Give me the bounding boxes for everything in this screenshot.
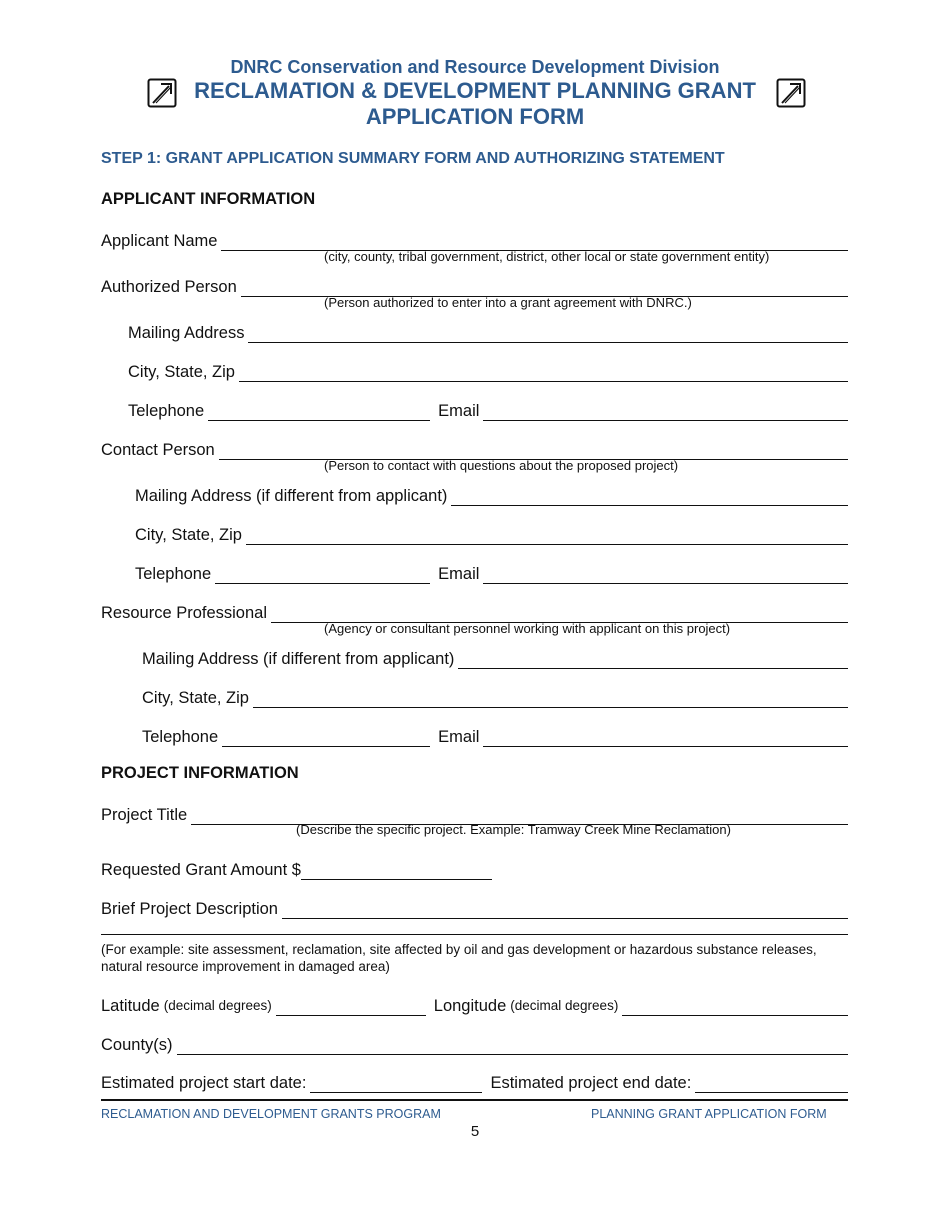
end-date-field[interactable] [695,1074,848,1093]
contact-mailing-row [135,484,848,506]
step-heading: STEP 1: GRANT APPLICATION SUMMARY FORM AND AUTHORIZING STATEMENT [101,150,725,167]
authorized-person-row [101,275,848,297]
applicant-telephone-field[interactable] [208,402,430,421]
longitude-label: Longitude [433,997,507,1015]
longitude-field[interactable] [622,997,848,1016]
page-number: 5 [470,1123,480,1140]
contact-email-label: Email [438,565,480,583]
resource-mailing-row [142,647,848,669]
resource-email-label: Email [438,728,480,746]
applicant-city-row [128,360,848,382]
contact-city-row [135,523,848,545]
contact-person-label: Contact Person [101,441,215,459]
applicant-mailing-row [128,321,848,343]
contact-mailing-field[interactable] [451,487,848,506]
resource-telephone-field[interactable] [222,728,430,747]
applicant-city-label: City, State, Zip [128,363,235,381]
applicant-telephone-label: Telephone [128,402,205,420]
resource-city-label: City, State, Zip [142,689,249,707]
form-title-line2: APPLICATION FORM [365,104,585,129]
description-second-line[interactable] [101,934,848,935]
resource-email-field[interactable] [483,728,848,747]
footer-form-name: PLANNING GRANT APPLICATION FORM [591,1107,827,1121]
applicant-contact-row [128,399,848,421]
applicant-mailing-label: Mailing Address [128,324,245,342]
contact-email-field[interactable] [483,565,848,584]
counties-label: County(s) [101,1036,173,1054]
grant-amount-label: Requested Grant Amount $ [101,861,301,879]
start-date-field[interactable] [310,1074,482,1093]
start-date-label: Estimated project start date: [101,1074,307,1092]
applicant-email-label: Email [438,402,480,420]
project-title-label: Project Title [101,806,188,824]
latitude-field[interactable] [276,997,426,1016]
applicant-name-label: Applicant Name [101,232,218,250]
contact-person-hint: (Person to contact with questions about the proposed project) [324,458,679,473]
resource-city-field[interactable] [253,689,848,708]
description-row [101,897,848,919]
resource-professional-row [101,601,848,623]
resource-professional-label: Resource Professional [101,604,267,622]
applicant-mailing-field[interactable] [248,324,848,343]
dates-row [101,1071,848,1093]
resource-mailing-field[interactable] [458,650,848,669]
applicant-city-field[interactable] [239,363,848,382]
grant-amount-field[interactable] [301,861,492,880]
resource-mailing-label: Mailing Address (if different from applicant) [142,650,455,668]
contact-telephone-field[interactable] [215,565,430,584]
grant-amount-row [101,858,492,880]
division-name: DNRC Conservation and Resource Development Division [230,57,720,77]
description-note: (For example: site assessment, reclamation, site affected by oil and gas development or hazardous substance releases, natural resource improvement in damaged area) [101,942,817,974]
applicant-name-row [101,229,848,251]
resource-phone-row [142,725,848,747]
coordinates-row [101,994,848,1016]
description-field[interactable] [282,900,848,919]
contact-person-row [101,438,848,460]
applicant-email-field[interactable] [483,402,848,421]
contact-city-field[interactable] [246,526,848,545]
project-title-hint: (Describe the specific project. Example: Tramway Creek Mine Reclamation) [296,822,731,837]
authorized-person-label: Authorized Person [101,278,237,296]
latitude-label: Latitude [101,997,160,1015]
resource-city-row [142,686,848,708]
longitude-unit: (decimal degrees) [510,998,619,1013]
footer-rule [101,1099,848,1101]
contact-phone-row [135,562,848,584]
form-title-line1: RECLAMATION & DEVELOPMENT PLANNING GRANT [194,78,756,103]
latitude-unit: (decimal degrees) [163,998,272,1013]
counties-field[interactable] [177,1036,848,1055]
end-date-label: Estimated project end date: [490,1074,692,1092]
resource-telephone-label: Telephone [142,728,219,746]
resource-professional-hint: (Agency or consultant personnel working with applicant on this project) [324,621,731,636]
authorized-person-hint: (Person authorized to enter into a grant agreement with DNRC.) [324,295,692,310]
contact-city-label: City, State, Zip [135,526,242,544]
footer-program: RECLAMATION AND DEVELOPMENT GRANTS PROGRAM [101,1107,441,1121]
project-section-heading: PROJECT INFORMATION [101,764,299,782]
contact-telephone-label: Telephone [135,565,212,583]
contact-mailing-label: Mailing Address (if different from applicant) [135,487,448,505]
applicant-section-heading: APPLICANT INFORMATION [101,190,316,208]
applicant-name-hint: (city, county, tribal government, district, other local or state government entity) [324,249,770,264]
counties-row [101,1033,848,1055]
description-label: Brief Project Description [101,900,278,918]
